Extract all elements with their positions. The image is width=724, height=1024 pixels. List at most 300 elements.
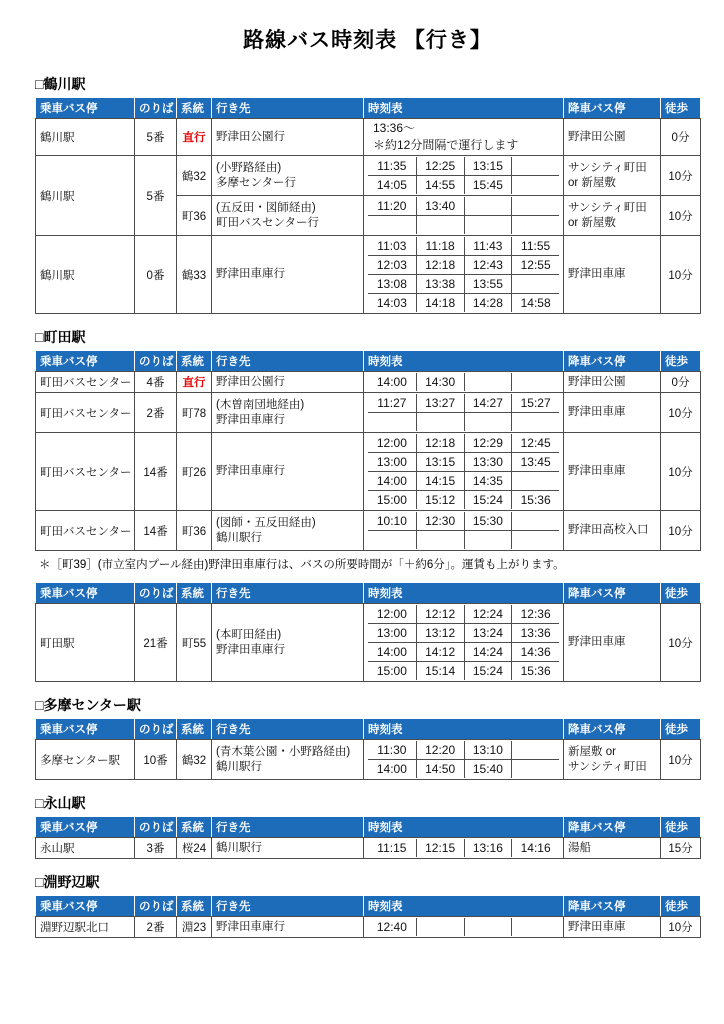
time-slot: 13:16 <box>464 839 512 857</box>
time-slot: 14:12 <box>416 642 464 661</box>
time-slot: 11:35 <box>377 159 407 173</box>
header-walk: 徒歩 <box>661 719 701 740</box>
time-slot: 12:43 <box>464 255 512 274</box>
destination-line: 野津田公園行 <box>216 130 285 143</box>
destination-cell <box>212 433 364 511</box>
header-timetable: 時刻表 <box>364 896 564 917</box>
timetable-section <box>35 793 700 859</box>
alight-line: 野津田車庫 <box>568 268 626 280</box>
destination-line: (五反田・図師経由) <box>216 201 316 214</box>
time-slot: 13:38 <box>416 274 464 293</box>
header-timetable: 時刻表 <box>364 351 564 372</box>
time-slot: 15:45 <box>464 175 512 194</box>
timetable-section <box>35 74 700 314</box>
route-cell: 鶴32 <box>177 740 212 780</box>
time-slot: 14:00 <box>376 375 407 389</box>
walk-cell: 10分 <box>661 236 701 314</box>
destination-cell <box>212 156 364 196</box>
time-slot: 12:25 <box>416 157 464 175</box>
board-stop-cell: 町田バスセンター <box>36 372 135 393</box>
time-slot: 13:15 <box>416 452 464 471</box>
time-slot <box>464 197 512 215</box>
walk-cell: 10分 <box>661 604 701 682</box>
header-destination: 行き先 <box>212 98 364 119</box>
time-slot <box>416 215 464 234</box>
alight-line: サンシティ町田 <box>568 760 647 773</box>
time-slot <box>511 530 559 549</box>
header-walk: 徒歩 <box>661 98 701 119</box>
time-slot <box>511 741 559 759</box>
destination-line: (本町田経由) <box>216 628 282 641</box>
board-stop-cell: 町田バスセンター <box>36 433 135 511</box>
header-alight: 降車バス停 <box>564 817 661 838</box>
destination-line: 野津田公園行 <box>216 375 285 388</box>
alight-stop-cell <box>564 917 661 938</box>
timetable-section <box>35 327 700 682</box>
time-slot: 12:30 <box>416 512 464 530</box>
time-slot: 10:10 <box>376 514 407 528</box>
times-cell <box>364 119 564 156</box>
time-slot: 14:35 <box>464 471 512 490</box>
header-platform: のりば <box>135 351 177 372</box>
alight-line: 野津田車庫 <box>568 636 626 648</box>
time-slot <box>464 412 512 431</box>
section-heading: □淵野辺駅 <box>35 874 100 890</box>
alight-line: 野津田車庫 <box>568 920 626 933</box>
header-destination: 行き先 <box>212 817 364 838</box>
board-stop-cell: 町田バスセンター <box>36 511 135 551</box>
times-cell <box>364 838 564 859</box>
times-cell <box>364 236 564 314</box>
time-slot: 11:43 <box>464 237 512 255</box>
section-heading: □多摩センター駅 <box>35 697 141 713</box>
time-slot <box>511 373 559 391</box>
time-slot <box>511 197 559 215</box>
time-slot: 12:20 <box>416 741 464 759</box>
time-slot: 13:30 <box>464 452 512 471</box>
header-timetable: 時刻表 <box>364 98 564 119</box>
time-slot <box>464 918 512 936</box>
route-cell: 直行 <box>177 119 212 156</box>
time-slot: 14:00 <box>368 471 416 490</box>
time-slot <box>511 215 559 234</box>
times-grid <box>368 197 559 234</box>
time-slot: 13:40 <box>416 197 464 215</box>
times-grid <box>368 157 559 194</box>
time-slot: 14:24 <box>464 642 512 661</box>
header-route: 系統 <box>177 98 212 119</box>
time-slot <box>511 157 559 175</box>
table-header <box>36 583 701 604</box>
time-slot: 12:15 <box>416 839 464 857</box>
header-platform: のりば <box>135 896 177 917</box>
time-slot <box>511 412 559 431</box>
times-grid <box>368 605 559 680</box>
time-slot: 15:27 <box>511 394 559 412</box>
times-cell <box>364 393 564 433</box>
time-slot: 11:55 <box>511 237 559 255</box>
table-row <box>36 393 701 433</box>
table-row <box>36 917 701 938</box>
board-stop-cell: 町田駅 <box>36 604 135 682</box>
walk-cell: 0分 <box>661 119 701 156</box>
time-slot: 13:12 <box>416 623 464 642</box>
header-platform: のりば <box>135 583 177 604</box>
time-slot <box>368 530 416 549</box>
walk-cell: 10分 <box>661 393 701 433</box>
times-cell <box>364 372 564 393</box>
route-cell: 町36 <box>177 511 212 551</box>
times-note-line: 13:36～ <box>373 121 416 135</box>
board-stop-cell: 多摩センター駅 <box>36 740 135 780</box>
header-alight: 降車バス停 <box>564 719 661 740</box>
walk-cell: 10分 <box>661 433 701 511</box>
header-row <box>36 583 701 604</box>
bus-table <box>35 895 701 938</box>
bus-table <box>35 718 701 780</box>
platform-cell: 4番 <box>135 372 177 393</box>
header-timetable: 時刻表 <box>364 583 564 604</box>
header-alight: 降車バス停 <box>564 98 661 119</box>
destination-cell <box>212 119 364 156</box>
time-slot <box>511 274 559 293</box>
table-row <box>36 838 701 859</box>
header-destination: 行き先 <box>212 719 364 740</box>
platform-cell: 21番 <box>135 604 177 682</box>
route-cell: 直行 <box>177 372 212 393</box>
walk-cell: 0分 <box>661 372 701 393</box>
bus-table <box>35 816 701 859</box>
times-grid <box>368 237 559 312</box>
header-destination: 行き先 <box>212 351 364 372</box>
header-board: 乗車バス停 <box>36 719 135 740</box>
table-row <box>36 236 701 314</box>
table-row <box>36 740 701 780</box>
time-slot: 12:45 <box>511 434 559 452</box>
route-cell: 鶴33 <box>177 236 212 314</box>
header-timetable: 時刻表 <box>364 719 564 740</box>
time-slot: 11:27 <box>377 396 407 410</box>
platform-cell: 14番 <box>135 511 177 551</box>
alight-stop-cell <box>564 119 661 156</box>
alight-stop-cell <box>564 372 661 393</box>
walk-cell: 15分 <box>661 838 701 859</box>
board-stop-cell: 鶴川駅 <box>36 236 135 314</box>
destination-cell <box>212 372 364 393</box>
destination-cell <box>212 511 364 551</box>
time-slot <box>511 471 559 490</box>
bus-table <box>35 350 701 551</box>
platform-cell: 10番 <box>135 740 177 780</box>
destination-line: (木曽南団地経由) <box>216 398 305 411</box>
alight-stop-cell <box>564 740 661 780</box>
time-slot <box>416 530 464 549</box>
table-header <box>36 719 701 740</box>
times-grid <box>368 741 559 778</box>
times-grid <box>368 839 559 857</box>
header-row <box>36 98 701 119</box>
time-slot <box>511 918 559 936</box>
alight-stop-cell <box>564 393 661 433</box>
time-slot: 12:00 <box>376 607 407 621</box>
time-slot: 12:18 <box>416 434 464 452</box>
time-slot: 13:45 <box>511 452 559 471</box>
time-slot: 14:36 <box>511 642 559 661</box>
time-slot: 14:05 <box>368 175 416 194</box>
section-heading: □町田駅 <box>35 329 86 345</box>
table-row <box>36 604 701 682</box>
time-slot: 15:36 <box>511 661 559 680</box>
route-cell: 淵23 <box>177 917 212 938</box>
time-slot: 13:10 <box>464 741 512 759</box>
times-cell <box>364 604 564 682</box>
time-slot: 12:00 <box>376 436 407 450</box>
header-destination: 行き先 <box>212 896 364 917</box>
header-row <box>36 896 701 917</box>
header-alight: 降車バス停 <box>564 583 661 604</box>
time-slot: 13:00 <box>368 452 416 471</box>
header-walk: 徒歩 <box>661 351 701 372</box>
time-slot: 15:24 <box>464 490 512 509</box>
header-board: 乗車バス停 <box>36 351 135 372</box>
time-slot: 11:03 <box>377 239 407 253</box>
time-slot: 14:00 <box>368 642 416 661</box>
page-title: 路線バス時刻表 【行き】 <box>243 29 492 52</box>
times-grid <box>368 434 559 509</box>
header-row <box>36 351 701 372</box>
header-walk: 徒歩 <box>661 896 701 917</box>
route-cell: 町26 <box>177 433 212 511</box>
times-cell <box>364 433 564 511</box>
time-slot: 14:55 <box>416 175 464 194</box>
alight-line: 野津田高校入口 <box>568 524 649 536</box>
destination-line: (図師・五反田経由) <box>216 516 316 529</box>
destination-line: 野津田車庫行 <box>216 268 285 280</box>
header-alight: 降車バス停 <box>564 896 661 917</box>
time-slot: 12:18 <box>416 255 464 274</box>
alight-stop-cell <box>564 433 661 511</box>
header-row <box>36 719 701 740</box>
destination-cell <box>212 917 364 938</box>
alight-stop-cell <box>564 236 661 314</box>
route-cell: 鶴32 <box>177 156 212 196</box>
destination-cell <box>212 838 364 859</box>
time-slot: 15:36 <box>511 490 559 509</box>
destination-line: 町田バスセンター行 <box>216 216 320 229</box>
destination-line: (小野路経由) <box>216 161 282 174</box>
header-board: 乗車バス停 <box>36 98 135 119</box>
table-row <box>36 156 701 196</box>
board-stop-cell: 鶴川駅 <box>36 156 135 236</box>
time-slot: 15:30 <box>464 512 512 530</box>
table-header <box>36 351 701 372</box>
platform-cell: 2番 <box>135 393 177 433</box>
table-row <box>36 372 701 393</box>
platform-cell: 2番 <box>135 917 177 938</box>
destination-cell <box>212 604 364 682</box>
time-slot <box>368 215 416 234</box>
time-slot: 11:15 <box>377 841 407 855</box>
time-slot: 13:36 <box>511 623 559 642</box>
time-slot: 11:20 <box>377 199 407 213</box>
header-route: 系統 <box>177 817 212 838</box>
time-slot: 13:08 <box>368 274 416 293</box>
alight-line: 新屋敷 or <box>568 745 616 758</box>
table-header <box>36 817 701 838</box>
alight-line: 野津田公園 <box>568 130 626 143</box>
header-route: 系統 <box>177 896 212 917</box>
destination-line: 野津田車庫行 <box>216 413 285 426</box>
timetable-section <box>35 695 700 780</box>
time-slot: 14:58 <box>511 293 559 312</box>
time-slot: 14:28 <box>464 293 512 312</box>
board-stop-cell: 淵野辺駅北口 <box>36 917 135 938</box>
table-row <box>36 511 701 551</box>
bus-table <box>35 97 701 314</box>
destination-line: 野津田車庫行 <box>216 920 285 933</box>
destination-line: 野津田車庫行 <box>216 643 285 656</box>
walk-cell: 10分 <box>661 156 701 196</box>
header-walk: 徒歩 <box>661 817 701 838</box>
table-header <box>36 896 701 917</box>
header-board: 乗車バス停 <box>36 896 135 917</box>
platform-cell: 14番 <box>135 433 177 511</box>
times-note-line: ＊約12分間隔で運行します <box>373 138 519 152</box>
header-route: 系統 <box>177 719 212 740</box>
time-slot: 15:00 <box>368 661 416 680</box>
platform-cell: 3番 <box>135 838 177 859</box>
time-slot: 14:27 <box>464 394 512 412</box>
alight-stop-cell <box>564 511 661 551</box>
alight-line: 野津田公園 <box>568 375 626 388</box>
times-cell <box>364 511 564 551</box>
time-slot: 14:00 <box>368 759 416 778</box>
time-slot <box>416 918 464 936</box>
time-slot: 14:03 <box>368 293 416 312</box>
route-cell: 町55 <box>177 604 212 682</box>
time-slot: 11:30 <box>377 743 407 757</box>
time-slot: 15:14 <box>416 661 464 680</box>
alight-stop-cell <box>564 838 661 859</box>
alight-stop-cell <box>564 156 661 196</box>
alight-line: or 新屋敷 <box>568 176 616 189</box>
times-grid <box>368 394 559 431</box>
header-route: 系統 <box>177 351 212 372</box>
header-alight: 降車バス停 <box>564 351 661 372</box>
times-cell <box>364 740 564 780</box>
platform-cell: 5番 <box>135 119 177 156</box>
bus-table <box>35 582 701 682</box>
time-slot: 14:18 <box>416 293 464 312</box>
time-slot: 12:40 <box>376 920 407 934</box>
time-slot: 14:30 <box>416 373 464 391</box>
time-slot: 13:55 <box>464 274 512 293</box>
route-cell: 町78 <box>177 393 212 433</box>
header-board: 乗車バス停 <box>36 583 135 604</box>
time-slot: 12:12 <box>416 605 464 623</box>
header-row <box>36 817 701 838</box>
time-slot: 12:55 <box>511 255 559 274</box>
header-route: 系統 <box>177 583 212 604</box>
table-row <box>36 433 701 511</box>
route-cell: 桜24 <box>177 838 212 859</box>
platform-cell: 0番 <box>135 236 177 314</box>
walk-cell: 10分 <box>661 196 701 236</box>
table-row <box>36 119 701 156</box>
route-cell: 町36 <box>177 196 212 236</box>
alight-line: or 新屋敷 <box>568 216 616 229</box>
destination-cell <box>212 196 364 236</box>
time-slot <box>464 373 512 391</box>
times-grid <box>368 373 559 391</box>
header-platform: のりば <box>135 98 177 119</box>
time-slot: 12:03 <box>368 255 416 274</box>
alight-line: 野津田車庫 <box>568 406 626 418</box>
board-stop-cell: 町田バスセンター <box>36 393 135 433</box>
alight-line: サンシティ町田 <box>568 161 647 174</box>
board-stop-cell: 鶴川駅 <box>36 119 135 156</box>
destination-cell <box>212 740 364 780</box>
time-slot <box>511 175 559 194</box>
destination-cell <box>212 393 364 433</box>
platform-cell: 5番 <box>135 156 177 236</box>
time-slot: 13:15 <box>464 157 512 175</box>
times-note <box>368 120 559 154</box>
board-stop-cell: 永山駅 <box>36 838 135 859</box>
destination-line: 多摩センター行 <box>216 176 297 189</box>
destination-line: 鶴川駅行 <box>216 760 262 773</box>
time-slot: 15:12 <box>416 490 464 509</box>
times-grid <box>368 918 559 936</box>
time-slot: 14:50 <box>416 759 464 778</box>
walk-cell: 10分 <box>661 511 701 551</box>
times-cell <box>364 156 564 196</box>
alight-stop-cell <box>564 604 661 682</box>
header-board: 乗車バス停 <box>36 817 135 838</box>
table-header <box>36 98 701 119</box>
alight-line: サンシティ町田 <box>568 201 647 214</box>
section-heading: □鶴川駅 <box>35 76 86 92</box>
time-slot: 12:29 <box>464 434 512 452</box>
footnote: ＊［町39］(市立室内プール経由)野津田車庫行は、バスの所要時間が「＋約6分」。運賃も上がります。 <box>39 559 565 571</box>
time-slot: 15:40 <box>464 759 512 778</box>
time-slot: 12:36 <box>511 605 559 623</box>
time-slot <box>464 215 512 234</box>
time-slot <box>368 412 416 431</box>
time-slot: 13:24 <box>464 623 512 642</box>
times-cell <box>364 917 564 938</box>
time-slot: 13:00 <box>368 623 416 642</box>
time-slot: 15:00 <box>368 490 416 509</box>
time-slot <box>511 512 559 530</box>
time-slot: 14:15 <box>416 471 464 490</box>
time-slot: 11:18 <box>416 237 464 255</box>
times-grid <box>368 512 559 549</box>
alight-line: 野津田車庫 <box>568 465 626 477</box>
destination-line: (青木葉公園・小野路経由) <box>216 745 351 758</box>
time-slot <box>464 530 512 549</box>
header-timetable: 時刻表 <box>364 817 564 838</box>
destination-line: 鶴川駅行 <box>216 841 262 854</box>
header-platform: のりば <box>135 817 177 838</box>
time-slot: 13:27 <box>416 394 464 412</box>
alight-line: 湯船 <box>568 841 591 854</box>
destination-line: 野津田車庫行 <box>216 465 285 477</box>
header-walk: 徒歩 <box>661 583 701 604</box>
times-cell <box>364 196 564 236</box>
destination-line: 鶴川駅行 <box>216 531 262 544</box>
timetable-section <box>35 872 700 938</box>
